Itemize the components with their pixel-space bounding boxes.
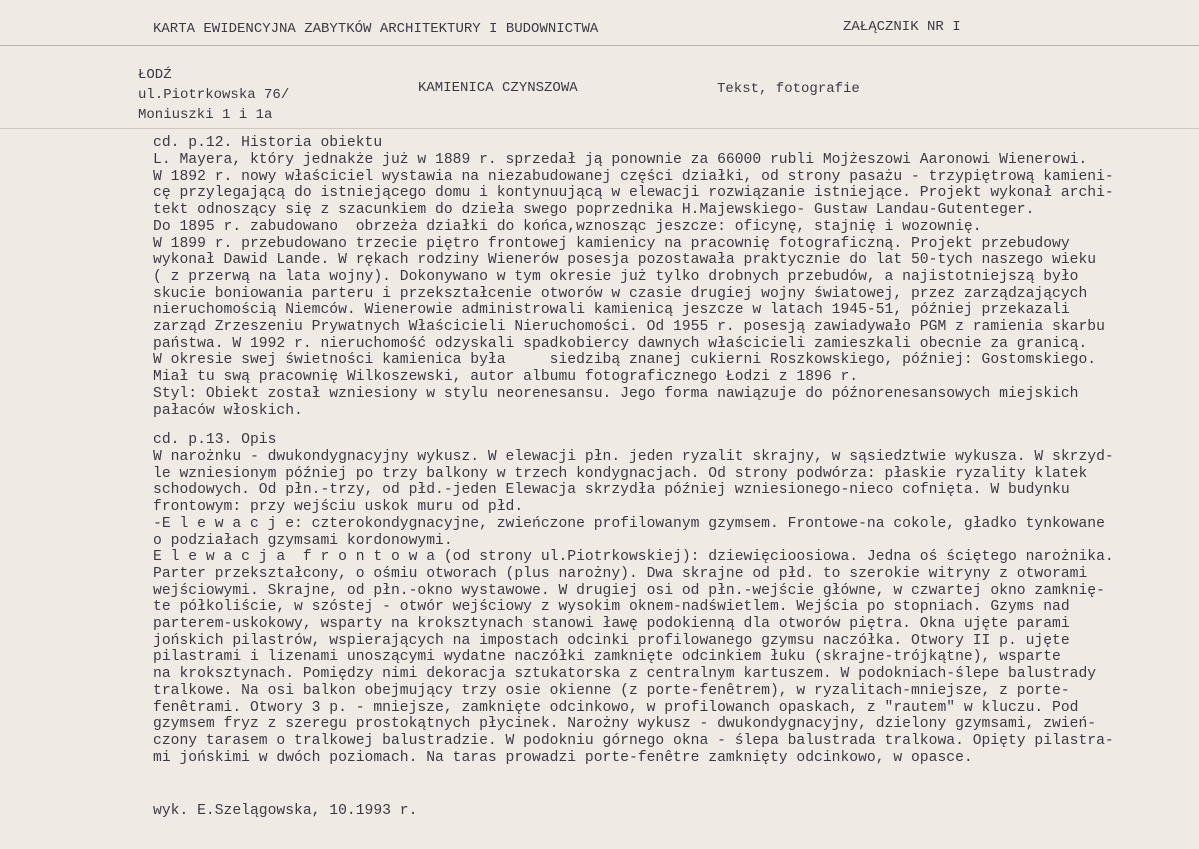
info-divider: [0, 128, 1199, 129]
text-line: Styl: Obiekt został wzniesiony w stylu neorenesansu. Jego forma nawiązuje do późnorenesansowych miejskich: [153, 385, 1079, 402]
text-line: wykonał Dawid Lande. W rękach rodziny Wienerów posesja pozostawała praktycznie do lat 50-tych naszego wieku: [153, 252, 1097, 269]
header-divider: [0, 45, 1199, 46]
text-line: mi jońskimi w dwóch poziomach. Na taras prowadzi porte-fenêtre zamknięty odcinkowo, w opasce.: [153, 749, 973, 766]
text-line: W narożnku - dwukondygnacyjny wykusz. W elewacji płn. jeden ryzalit skrajny, w sąsiedztwie wykusza. W skrzyd-: [153, 449, 1114, 465]
text-line: jońskich pilastrów, wspierających na impostach odcinki profilowanego gzymsu naczółka. Otwory II p. ujęte: [153, 632, 1070, 649]
text-line: fenêtrami. Otwory 3 p. - mniejsze, zamknięte odcinkowo, w profilowanch opaskach, z "rautem" w kluczu. Pod: [153, 699, 1079, 716]
text-line: W 1899 r. przebudowano trzecie piętro frontowej kamienicy na pracownię fotograficzną. Projekt przebudowy: [153, 235, 1070, 252]
object-name: KAMIENICA CZYNSZOWA: [418, 80, 578, 96]
text-line: tralkowe. Na osi balkon obejmujący trzy osie okienne (z porte-fenêtrem), w ryzalitach-mniejsze, z porte-: [153, 682, 1070, 699]
location-line-1: ŁODŹ: [138, 67, 172, 83]
text-line: cę przylegającą do istniejącego domu i kontynuującą w elewacji rozwiązanie istniejące. Projekt wykonał archi-: [153, 185, 1114, 202]
text-line: schodowych. Od płn.-trzy, od płd.-jeden Elewacja skrzydła później wzniesionego-nieco cofnięta. W budynku: [153, 482, 1070, 499]
text-line: Do 1895 r. zabudowano obrzeża działki do końca,wznosząc jeszcze: oficynę, stajnię i wozownię.: [153, 218, 982, 235]
text-line: te półkoliście, w szóstej - otwór wejściowy z wysokim oknem-nadświetlem. Wejścia po stopniach. Gzyms nad: [153, 599, 1070, 616]
text-line: Parter przekształcony, o ośmiu otworach (plus narożny). Dwa skrajne od płd. to szerokie witryny z otworami: [153, 565, 1088, 582]
text-line: skucie boniowania parteru i przekształcenie otworów w czasie drugiej wojny światowej, przez zarządzających: [153, 285, 1088, 302]
text-line: ( z przerwą na lata wojny). Dokonywano w tym okresie już tylko drobnych przebudów, a najistotniejszą było: [153, 268, 1079, 285]
section-heading: cd. p.13. Opis: [153, 432, 277, 448]
text-line: L. Mayera, który jednakże już w 1889 r. sprzedał ją ponownie za 66000 rubli Mojżeszowi Aaronowi Wienerowi.: [153, 152, 1088, 168]
text-line: W 1892 r. nowy właściciel wystawia na niezabudowanej części działki, od strony pasażu - trzypiętrową kamieni-: [153, 168, 1114, 185]
text-line: gzymsem fryz z szeregu prostokątnych płycinek. Narożny wykusz - dwukondygnacyjny, dzielony gzymsami, zwień-: [153, 716, 1097, 733]
text-line: pilastrami i lizenami unoszącymi wydatne naczółki zamknięte odcinkiem łuku (skrajne-trójkątne), wsparte: [153, 649, 1061, 666]
text-line: o podziałach gzymsami kordonowymi.: [153, 532, 453, 549]
text-line: pałaców włoskich.: [153, 402, 303, 419]
text-line: E l e w a c j a f r o n t o w a (od strony ul.Piotrkowskiej): dziewięcioosiowa. Jedna oś ściętego narożnika.: [153, 549, 1114, 566]
header-title: KARTA EWIDENCYJNA ZABYTKÓW ARCHITEKTURY I BUDOWNICTWA: [153, 21, 599, 37]
author-signature: wyk. E.Szelągowska, 10.1993 r.: [153, 803, 418, 819]
section-heading: cd. p.12. Historia obiektu: [153, 135, 383, 151]
text-line: na kroksztynach. Pomiędzy nimi dekoracja sztukatorska z centralnym kartuszem. W podokniach-ślepe balustrady: [153, 666, 1097, 683]
text-line: Miał tu swą pracownię Wilkoszewski, autor albumu fotograficznego Łodzi z 1896 r.: [153, 369, 859, 386]
text-line: zarząd Zrzeszeniu Prywatnych Właścicieli Nieruchomości. Od 1955 r. posesją zawiadywało PGM z ramienia skarbu: [153, 319, 1105, 335]
materials: Tekst, fotografie: [717, 81, 860, 97]
text-line: państwa. W 1992 r. nieruchomość odzyskali spadkobiercy dawnych właścicieli zamieszkali obecnie za granicą.: [153, 335, 1088, 352]
text-line: -E l e w a c j e: czterokondygnacyjne, zwieńczone profilowanym gzymsem. Frontowe-na cokole, gładko tynkowane: [153, 515, 1105, 532]
text-line: frontowym: przy wejściu uskok muru od płd.: [153, 499, 524, 516]
text-line: W okresie swej świetności kamienica była siedzibą znanej cukierni Roszkowskiego, później: Gostomskiego.: [153, 352, 1097, 369]
text-line: wejściowymi. Skrajne, od płn.-okno wystawowe. W drugiej osi od płn.-wejście główne, w czwartej okno zamknię-: [153, 582, 1105, 599]
text-line: nieruchomością Niemców. Wienerowie administrowali kamienicą jeszcze w latach 1945-51, później przekazali: [153, 302, 1070, 319]
text-line: le wzniesionym później po trzy balkony w trzech kondygnacjach. Od strony podwórza: płaskie ryzality klatek: [153, 465, 1088, 482]
text-line: tekt odnoszący się z szacunkiem do dzieła swego poprzednika H.Majewskiego- Gustaw Landau-Gutenteger.: [153, 202, 1035, 219]
text-line: parterem-uskokowy, wsparty na kroksztynach stanowi ławę podokienną dla otworów piętra. Okna ujęte parami: [153, 616, 1070, 632]
location-line-2: ul.Piotrkowska 76/: [138, 87, 290, 103]
text-line: czony tarasem o tralkowej balustradzie. W podokniu górnego okna - ślepa balustrada tralkowa. Opięty pilastra-: [153, 732, 1114, 749]
location-line-3: Moniuszki 1 i 1a: [138, 107, 273, 123]
attachment-label: ZAŁĄCZNIK NR I: [843, 19, 961, 35]
